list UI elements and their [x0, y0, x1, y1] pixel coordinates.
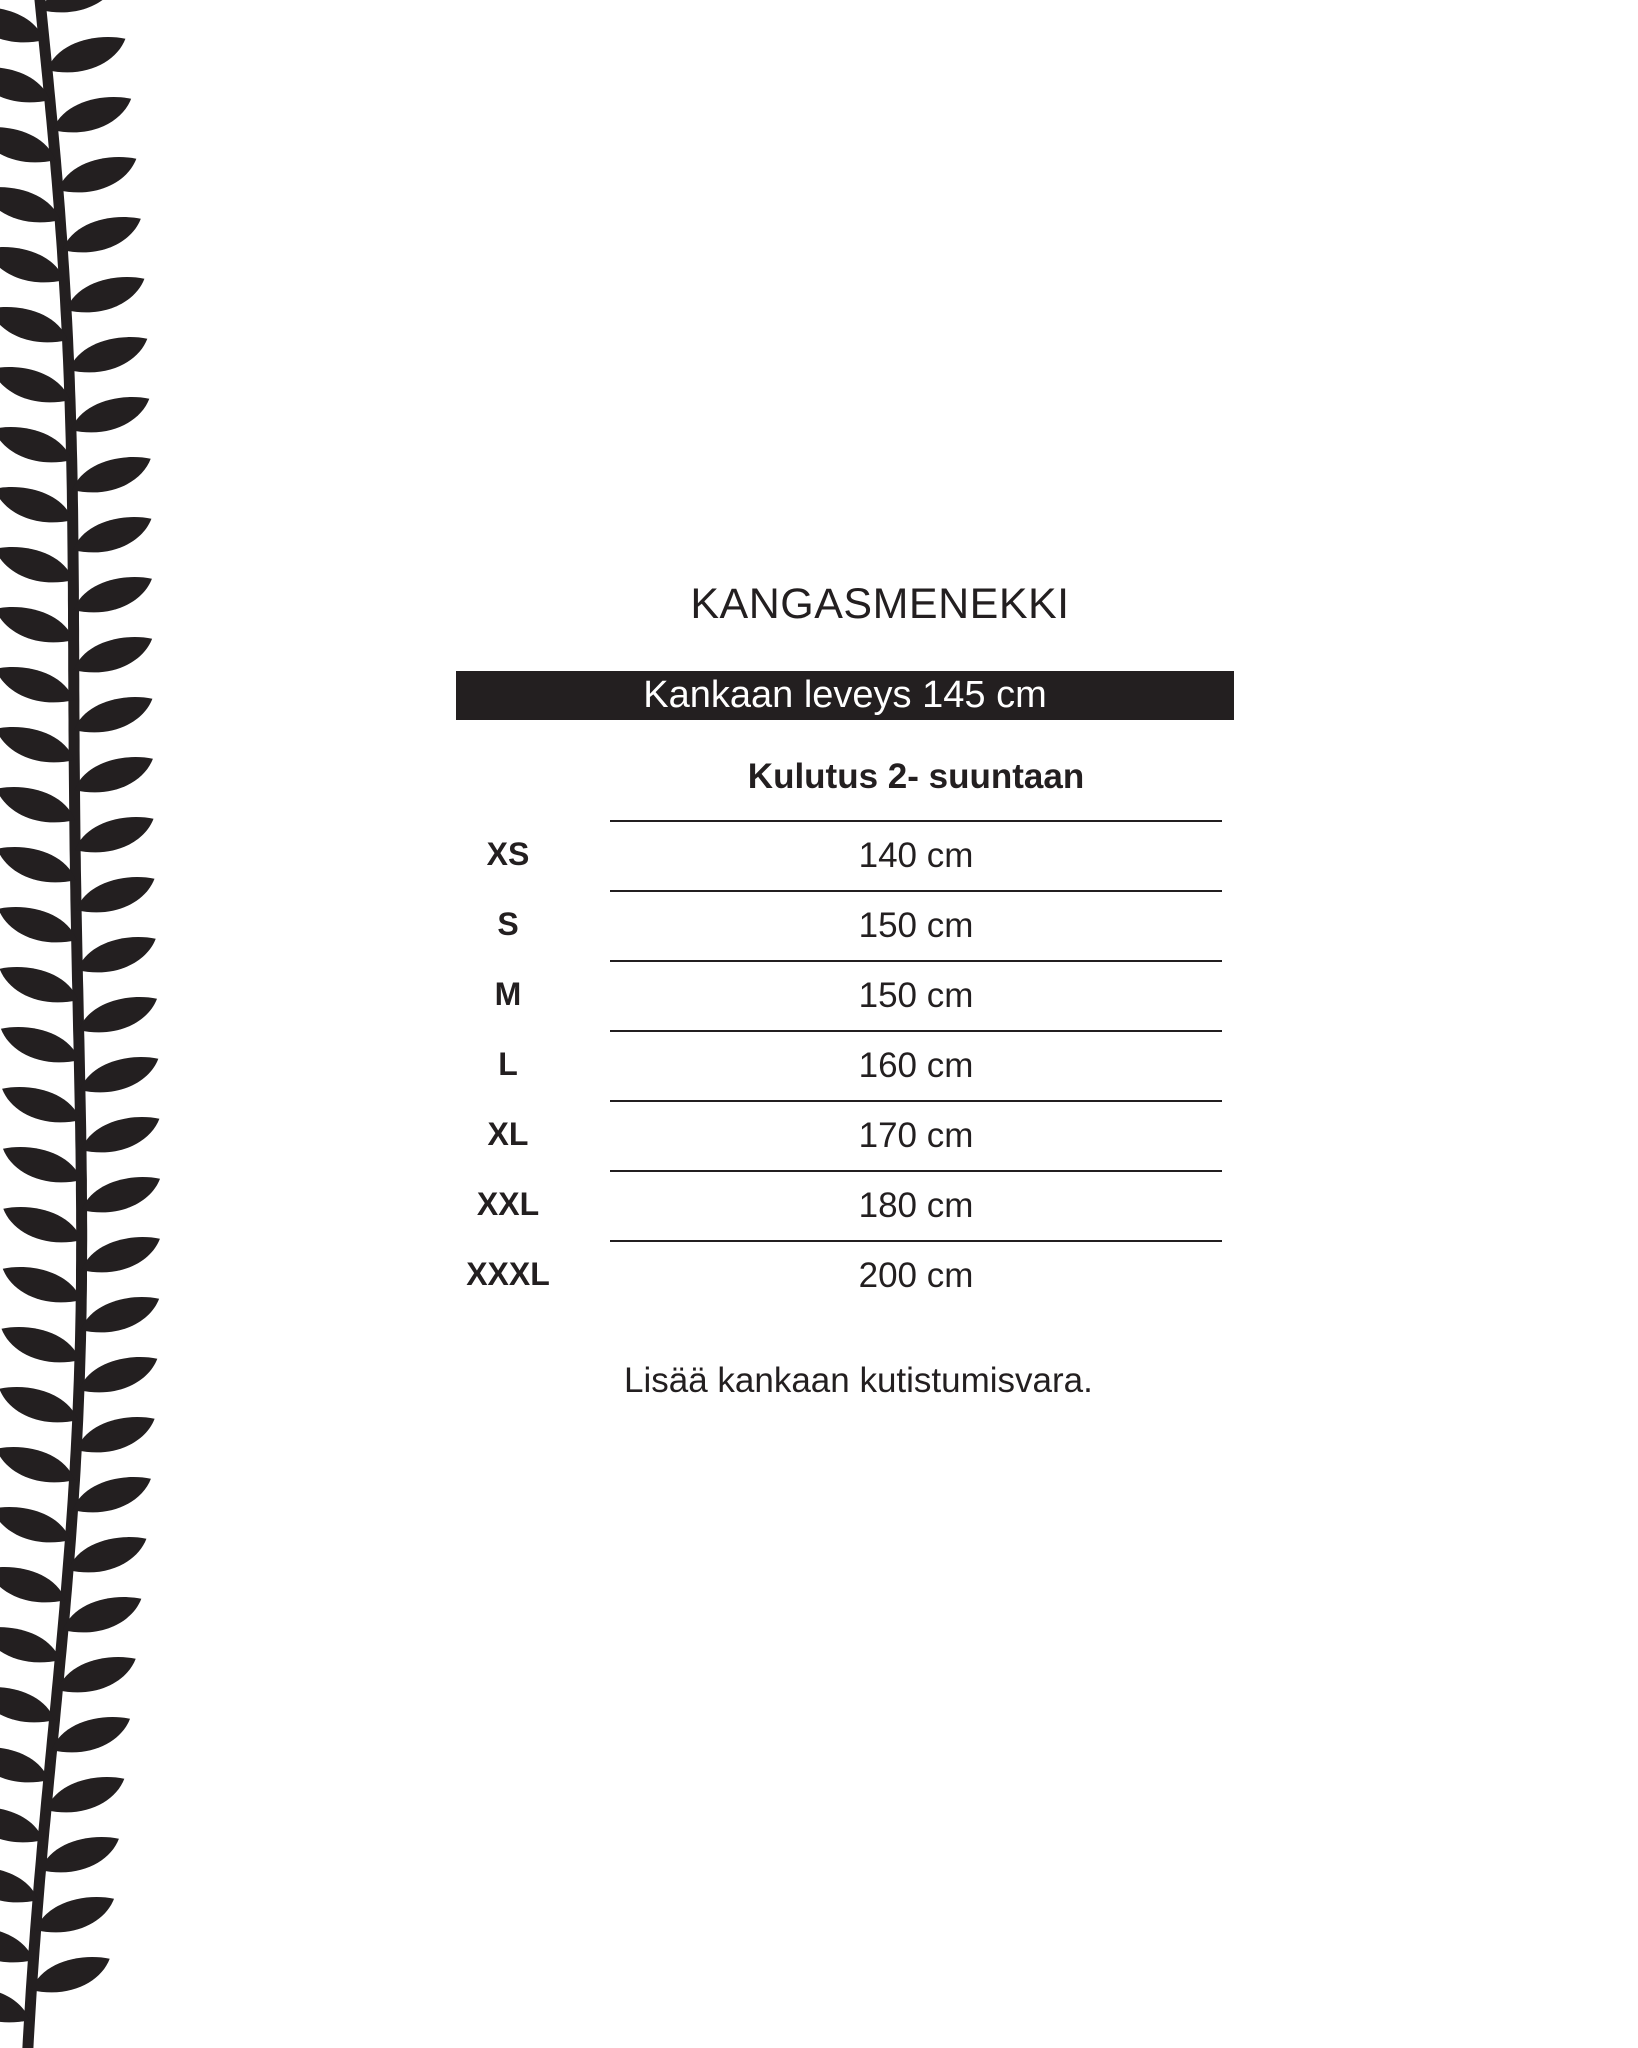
leaf-shape [73, 1414, 159, 1456]
leaf-shape [78, 1234, 164, 1276]
consumption-value: 150 cm [858, 976, 974, 1015]
leaf-shape [0, 304, 71, 346]
size-label: XS [486, 836, 530, 872]
table-row [456, 1170, 1234, 1240]
row-divider [610, 890, 1222, 892]
leaf-shape [72, 814, 158, 856]
row-divider [610, 960, 1222, 962]
row-divider [610, 1100, 1222, 1102]
leaf-shape [76, 1054, 162, 1096]
leaf-shape [65, 1534, 151, 1576]
consumption-value: 200 cm [858, 1256, 974, 1295]
leaf-shape [65, 334, 151, 376]
leaf-shape [59, 1594, 145, 1636]
leaf-shape [0, 1264, 85, 1306]
leaf-shape [44, 34, 130, 76]
leaf-shape [42, 1774, 128, 1816]
leaf-shape [0, 964, 81, 1006]
leaf-shape [0, 1384, 81, 1426]
leaf-shape [0, 1024, 83, 1066]
leaf-shape [0, 1444, 78, 1486]
leaf-shape [0, 364, 73, 406]
row-divider [610, 1170, 1222, 1172]
leaf-shape [69, 454, 155, 496]
leaf-shape [73, 874, 159, 916]
size-label: XXXL [466, 1256, 550, 1292]
consumption-value: 140 cm [858, 836, 974, 875]
leaf-shape [28, 1954, 114, 1996]
leaf-shape [78, 1174, 164, 1216]
size-label: S [497, 906, 519, 942]
leaf-shape [67, 394, 153, 436]
table-row [456, 890, 1234, 960]
consumption-value: 180 cm [858, 1186, 974, 1225]
leaf-vine-border [0, 0, 200, 2048]
consumption-column-header: Kulutus 2- suuntaan [747, 757, 1085, 796]
leaf-shape [70, 634, 156, 676]
leaf-shape [0, 1564, 69, 1606]
leaf-shape [71, 754, 157, 796]
leaf-shape [0, 724, 78, 766]
leaf-shape [0, 1084, 84, 1126]
leaf-shape [0, 664, 77, 706]
leaf-shape [71, 694, 157, 736]
size-label: L [498, 1046, 518, 1082]
leaf-shape [54, 154, 140, 196]
leaf-shape [0, 1684, 58, 1726]
leaf-shape [77, 1294, 163, 1336]
consumption-value: 150 cm [858, 906, 974, 945]
page-title: KANGASMENEKKI [690, 580, 1070, 628]
leaf-shape [54, 1654, 140, 1696]
leaf-shape [0, 424, 75, 466]
leaf-shape [49, 94, 135, 136]
leaf-shape [0, 844, 79, 886]
leaf-shape [0, 484, 76, 526]
leaf-shape [63, 274, 149, 316]
leaf-shape [59, 214, 145, 256]
consumption-value: 160 cm [858, 1046, 974, 1085]
leaf-shape [0, 1204, 85, 1246]
table-row [456, 1030, 1234, 1100]
leaf-shape [70, 514, 156, 556]
leaf-shape [0, 1504, 74, 1546]
size-label: M [494, 976, 522, 1012]
shrinkage-note: Lisää kankaan kutistumisvara. [624, 1361, 1093, 1400]
fabric-width-banner: Kankaan leveys 145 cm [456, 671, 1234, 720]
leaf-shape [0, 904, 80, 946]
size-label: XXL [476, 1186, 540, 1222]
row-divider [610, 1240, 1222, 1242]
table-row [456, 960, 1234, 1030]
table-row [456, 820, 1234, 890]
leaf-shape [69, 1474, 155, 1516]
leaf-shape [78, 1114, 164, 1156]
leaf-shape [0, 1144, 85, 1186]
table-row [456, 1100, 1234, 1170]
leaf-shape [75, 994, 161, 1036]
row-divider [610, 820, 1222, 822]
row-divider [610, 1030, 1222, 1032]
leaf-shape [0, 1624, 64, 1666]
leaf-shape [38, 0, 124, 16]
consumption-value: 170 cm [858, 1116, 974, 1155]
table-row [456, 1240, 1234, 1310]
leaf-shape [32, 1894, 118, 1936]
leaf-shape [48, 1714, 134, 1756]
leaf-shape [0, 784, 78, 826]
leaf-shape [0, 1744, 52, 1786]
leaf-shape [75, 1354, 161, 1396]
size-label: XL [487, 1116, 529, 1152]
leaf-shape [37, 1834, 123, 1876]
leaf-shape [0, 1324, 83, 1366]
leaf-shape [74, 934, 160, 976]
clipped-text-remnant [618, 1330, 1018, 1338]
